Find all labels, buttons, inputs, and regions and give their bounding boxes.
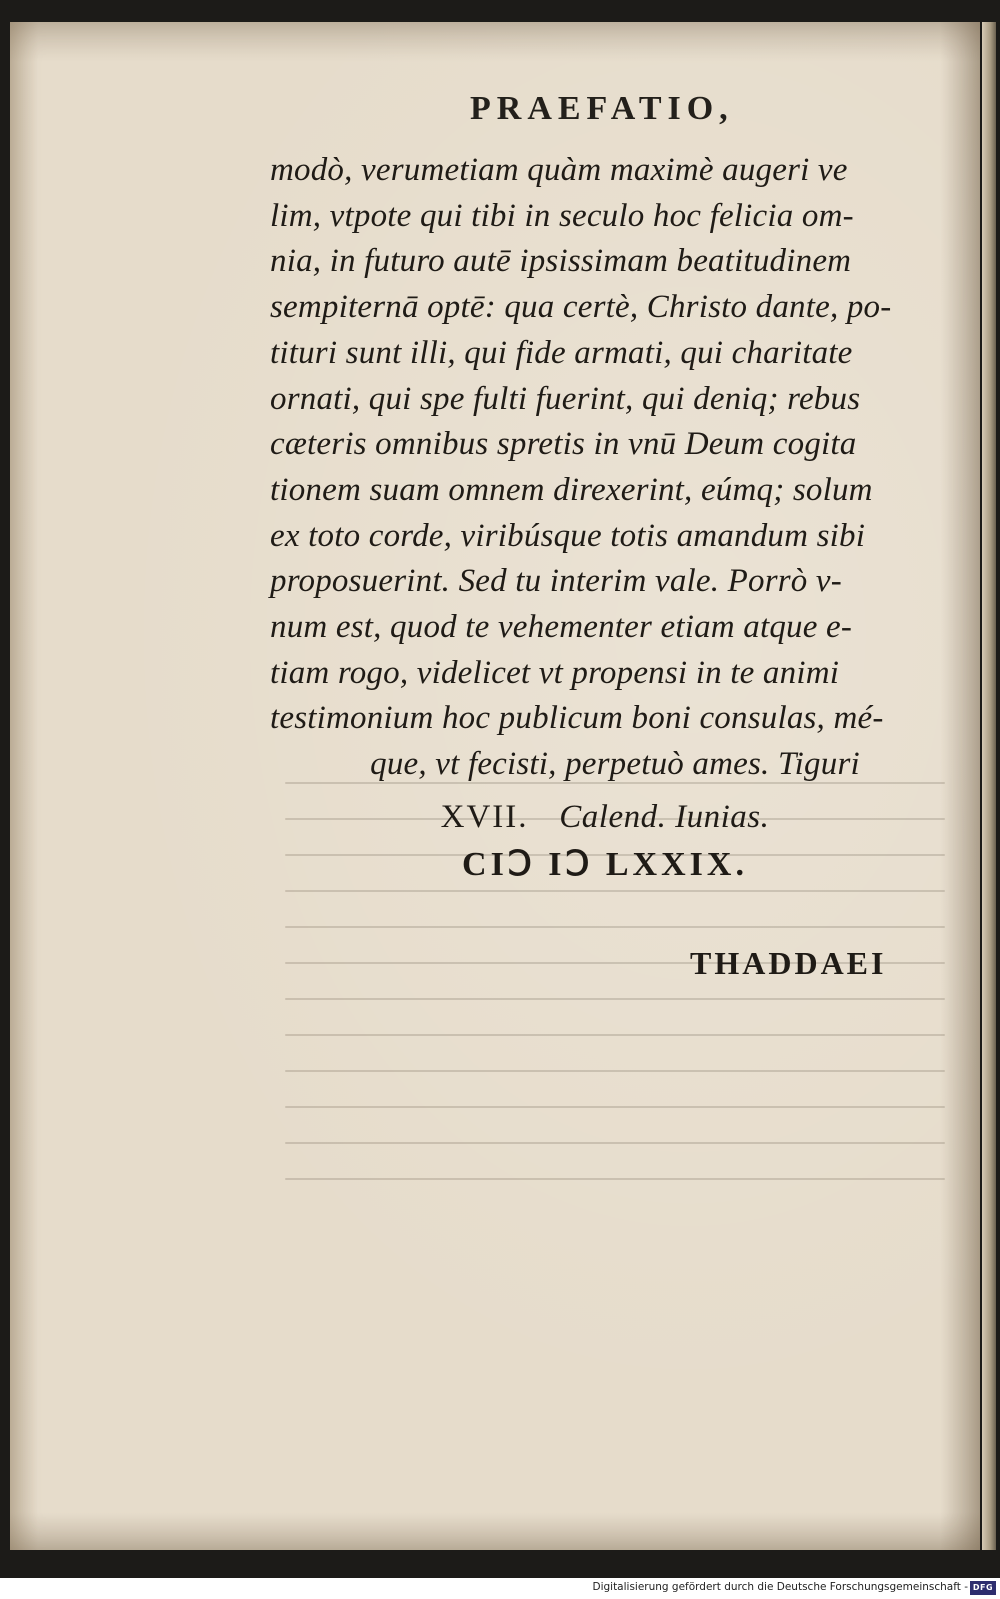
text-line: nia, in futuro autē ipsissimam beatitudinem <box>270 243 852 280</box>
text-line: proposuerint. Sed tu interim vale. Porrò v- <box>270 563 842 600</box>
dfg-logo: DFG <box>970 1581 996 1595</box>
text-line: sempiternā optē: qua certè, Christo dante, po- <box>270 289 892 326</box>
catchword: THADDAEI <box>690 945 887 981</box>
date-day-month <box>270 794 940 840</box>
date-month: Calend. Iunias. <box>559 799 770 835</box>
date-year: CIↃ IↃ LXXIX. <box>462 846 748 883</box>
page-edge-shadow <box>982 22 996 1550</box>
body-text <box>270 148 940 788</box>
text-line: cæteris omnibus spretis in vnū Deum cogita <box>270 426 857 463</box>
text-line: testimonium hoc publicum boni consulas, mé- <box>270 700 884 737</box>
text-line: modò, verumetiam quàm maximè augeri ve <box>270 152 848 188</box>
running-head: PRAEFATIO, <box>470 90 734 127</box>
funding-credit: Digitalisierung gefördert durch die Deutsche Forschungsgemeinschaft - <box>592 1581 968 1593</box>
text-line: tionem suam omnem direxerint, eúmq; solum <box>270 471 873 508</box>
text-line: ex toto corde, viribúsque totis amandum sibi <box>270 517 866 554</box>
dateline <box>270 794 940 890</box>
text-line-final: que, vt fecisti, perpetuò ames. Tiguri <box>370 746 860 783</box>
date-day: XVII. <box>440 799 529 835</box>
text-line: lim, vtpote qui tibi in seculo hoc felicia om- <box>270 197 854 234</box>
text-line: num est, quod te vehementer etiam atque e- <box>270 609 853 646</box>
text-line: ornati, qui spe fulti fuerint, qui deniq; rebus <box>270 380 861 417</box>
footer-bar <box>0 1578 1000 1599</box>
text-line: tituri sunt illi, qui fide armati, qui charitate <box>270 334 853 371</box>
text-line: tiam rogo, videlicet vt propensi in te animi <box>270 654 840 691</box>
